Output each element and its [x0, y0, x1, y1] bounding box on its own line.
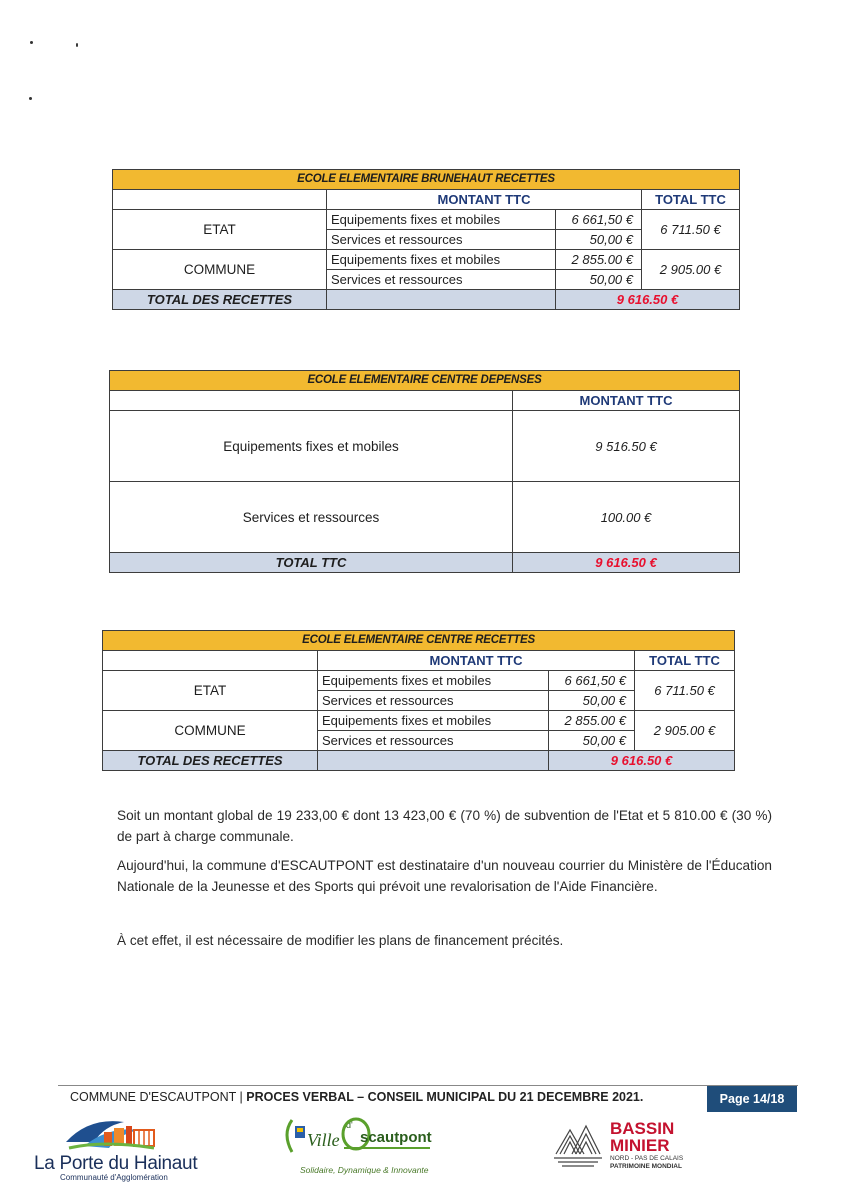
amount-cell: 2 855.00 € — [556, 250, 642, 270]
group-label-etat: ETAT — [113, 210, 327, 250]
amount-cell: 50,00 € — [556, 230, 642, 250]
column-header-montant: MONTANT TTC — [513, 391, 740, 411]
bassin-minier-emblem — [550, 1114, 606, 1172]
amount-cell: 50,00 € — [556, 270, 642, 290]
column-header-total: TOTAL TTC — [635, 651, 735, 671]
grand-total: 9 616.50 € — [556, 290, 740, 310]
ville-word: Ville — [307, 1130, 340, 1150]
column-header-montant: MONTANT TTC — [318, 651, 635, 671]
paragraph-courrier: Aujourd'hui, la commune d'ESCAUTPONT est destinataire d'un nouveau courrier du Ministère de l'Éducation Nationale de la Jeunesse et des Sports qui prévoit une revalorisation de l'Aide Financière. — [117, 858, 772, 894]
hainaut-logo-subtitle: Communauté d'Agglomération — [60, 1173, 168, 1182]
footer-rule — [58, 1085, 798, 1086]
bassin-minier-line2: MINIER — [610, 1136, 670, 1155]
amount-cell: 2 855.00 € — [549, 711, 635, 731]
item-cell: Equipements fixes et mobiles — [318, 711, 549, 731]
column-header-total: TOTAL TTC — [642, 190, 740, 210]
amount-cell: 50,00 € — [549, 691, 635, 711]
footer-commune: COMMUNE D'ESCAUTPONT | — [70, 1090, 243, 1104]
ville-tagline: Solidaire, Dynamique & Innovante — [300, 1165, 429, 1175]
ville-escautpont-logo — [280, 1112, 440, 1162]
column-header-montant: MONTANT TTC — [327, 190, 642, 210]
ville-name: scautpont — [360, 1129, 432, 1146]
blank-header-cell — [103, 651, 318, 671]
total-label: TOTAL TTC — [110, 553, 513, 573]
hainaut-logo-name: La Porte du Hainaut — [34, 1153, 198, 1174]
item-cell: Equipements fixes et mobiles — [327, 250, 556, 270]
scan-speck — [29, 97, 32, 100]
amount-cell: 9 516.50 € — [513, 411, 740, 482]
blank-total-cell — [327, 290, 556, 310]
amount-cell: 6 661,50 € — [556, 210, 642, 230]
item-cell: Equipements fixes et mobiles — [318, 671, 549, 691]
item-cell: Services et ressources — [327, 230, 556, 250]
scan-speck — [76, 43, 78, 47]
blank-header-cell — [113, 190, 327, 210]
group-total-cell: 2 905.00 € — [635, 711, 735, 751]
item-cell: Services et ressources — [318, 691, 549, 711]
grand-total: 9 616.50 € — [513, 553, 740, 573]
table-brunehaut-recettes — [112, 169, 740, 310]
footer-caption — [70, 1090, 643, 1104]
bassin-minier-line1: BASSIN — [610, 1119, 675, 1138]
group-total-cell: 2 905.00 € — [642, 250, 740, 290]
group-total-cell: 6 711.50 € — [642, 210, 740, 250]
item-cell: Services et ressources — [110, 482, 513, 553]
item-cell: Equipements fixes et mobiles — [110, 411, 513, 482]
amount-cell: 6 661,50 € — [549, 671, 635, 691]
paragraph-summary: Soit un montant global de 19 233,00 € dont 13 423,00 € (70 %) de subvention de l'Etat et 5 810.00 € (30 %) de part à charge communale. — [117, 808, 772, 844]
ville-apostrophe: d' — [346, 1120, 353, 1130]
table-centre-recettes — [102, 630, 735, 771]
hainaut-logo-graphic — [64, 1112, 159, 1152]
item-cell: Equipements fixes et mobiles — [327, 210, 556, 230]
table-title: ECOLE ELEMENTAIRE BRUNEHAUT RECETTES — [113, 170, 740, 190]
item-cell: Services et ressources — [318, 731, 549, 751]
amount-cell: 100.00 € — [513, 482, 740, 553]
grand-total: 9 616.50 € — [549, 751, 735, 771]
scan-speck — [30, 41, 33, 44]
paragraph-conclusion: À cet effet, il est nécessaire de modifier les plans de financement précités. — [117, 933, 564, 948]
table-centre-depenses — [109, 370, 740, 573]
blank-header-cell — [110, 391, 513, 411]
group-total-cell: 6 711.50 € — [635, 671, 735, 711]
item-cell: Services et ressources — [327, 270, 556, 290]
table-title: ECOLE ELEMENTAIRE CENTRE DEPENSES — [110, 371, 740, 391]
blank-total-cell — [318, 751, 549, 771]
bassin-minier-line3: NORD - PAS DE CALAIS — [610, 1155, 684, 1162]
bassin-minier-line4: PATRIMOINE MONDIAL — [610, 1163, 682, 1170]
group-label-commune: COMMUNE — [103, 711, 318, 751]
total-label: TOTAL DES RECETTES — [103, 751, 318, 771]
amount-cell: 50,00 € — [549, 731, 635, 751]
group-label-commune: COMMUNE — [113, 250, 327, 290]
footer-title: PROCES VERBAL – CONSEIL MUNICIPAL DU 21 DECEMBRE 2021. — [246, 1090, 644, 1104]
group-label-etat: ETAT — [103, 671, 318, 711]
table-title: ECOLE ELEMENTAIRE CENTRE RECETTES — [103, 631, 735, 651]
total-label: TOTAL DES RECETTES — [113, 290, 327, 310]
page-number-badge: Page 14/18 — [707, 1086, 797, 1112]
